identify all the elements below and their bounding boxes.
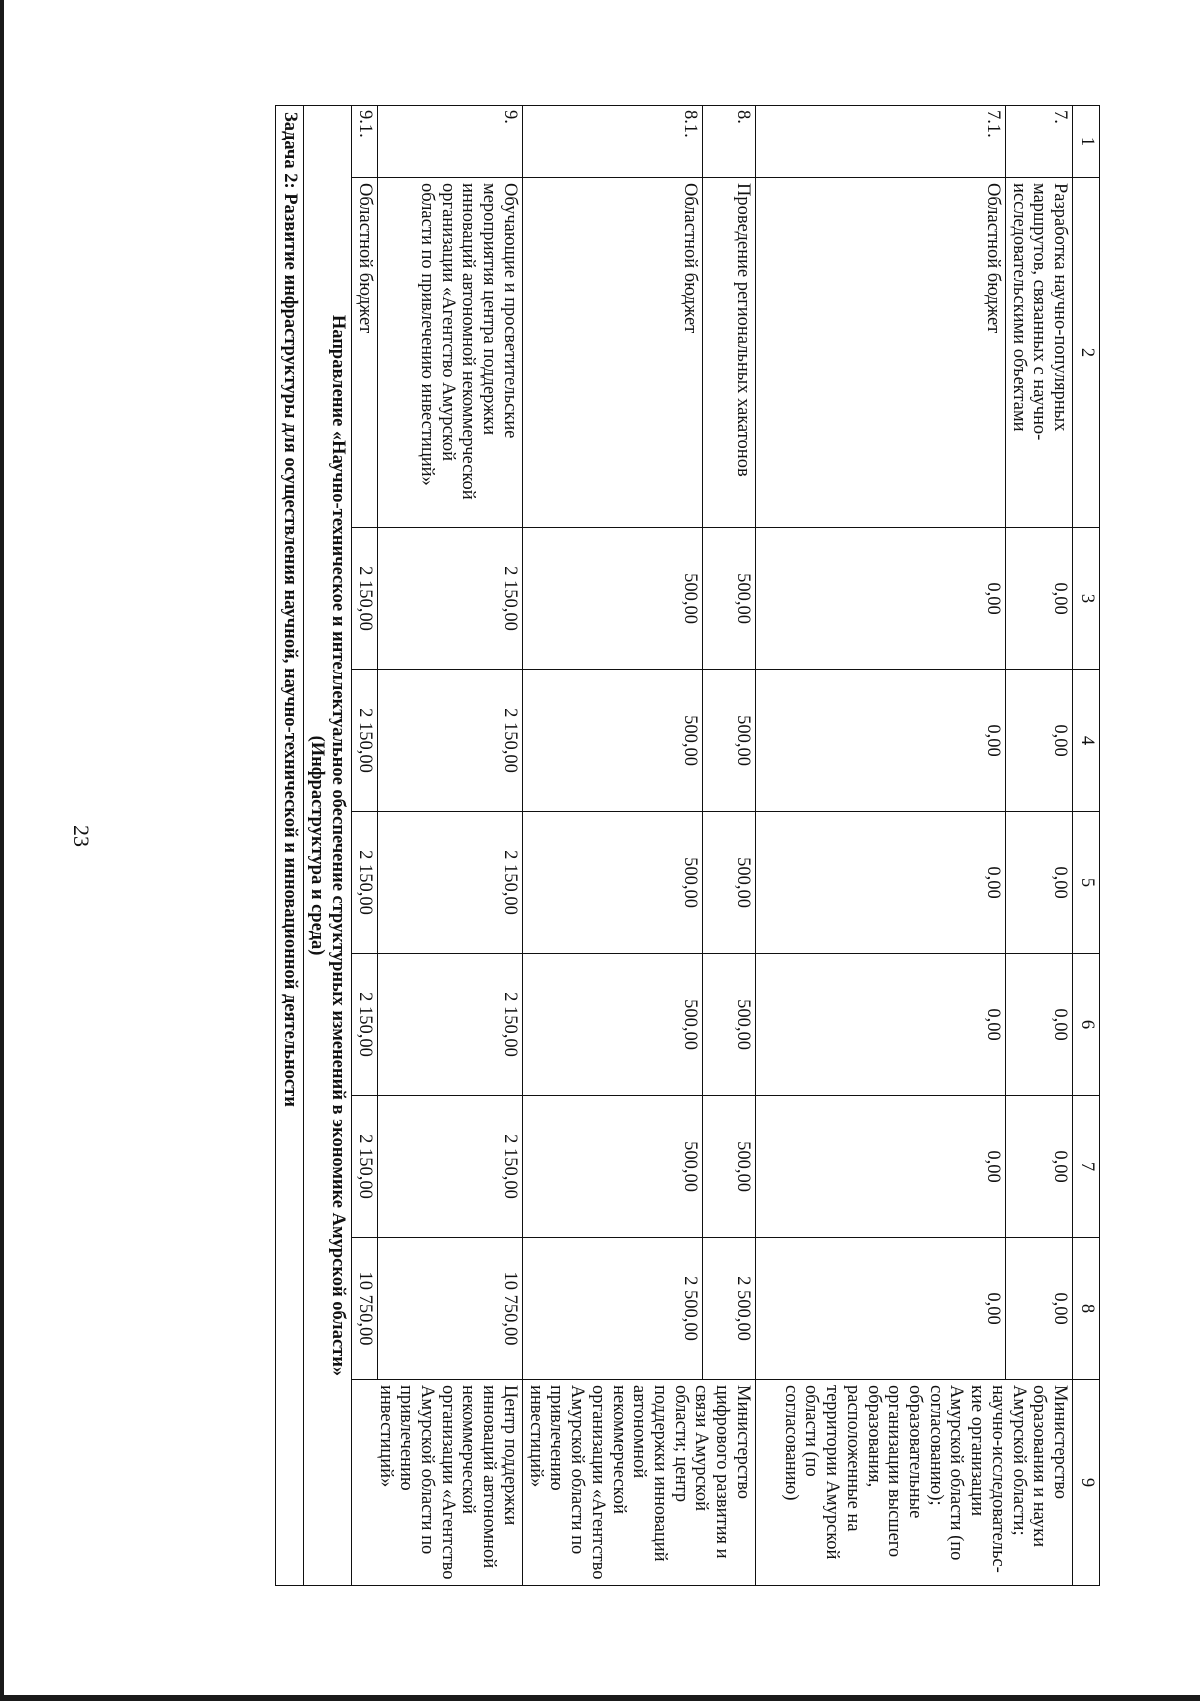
row-number: 9.1.: [352, 106, 378, 178]
rotated-table-container: [180, 105, 1100, 1585]
table-row-7: [1005, 106, 1072, 1586]
table-row-8: [702, 106, 755, 1586]
table-row-9-1: [352, 106, 378, 1586]
header-row: [1073, 106, 1100, 1586]
measure-name: Обучающие и просветительские мероприятия центра поддержки инноваций автономной некоммерческой организации «Агентство Амурской области по привлечению инвестиций»: [377, 178, 522, 528]
direction-subtitle: (Инфраструктура и среда): [307, 735, 328, 956]
value-col-5: 2 150,00: [377, 812, 522, 954]
header-cell-6: 6: [1073, 954, 1100, 1096]
row-number: 7.1.: [755, 106, 1005, 178]
value-col-3: 2 150,00: [352, 528, 378, 670]
value-col-4: 2 150,00: [352, 670, 378, 812]
value-col-8: 2 500,00: [702, 1238, 755, 1380]
table-row-8-1: [522, 106, 702, 1586]
task-heading: Задача 2: Развитие инфраструктуры для осуществления научной, научно-технической и инновационной деятельности: [276, 106, 304, 1586]
measure-name: Областной бюджет: [522, 178, 702, 528]
value-col-7: 2 150,00: [377, 1096, 522, 1238]
direction-title: Направление «Научно-техническое и интеллектуальное обеспечение структурных изменений в экономике Амурской области»: [328, 314, 349, 1377]
row-number: 8.1.: [522, 106, 702, 178]
value-col-5: 500,00: [702, 812, 755, 954]
table-row-9: [377, 106, 522, 1586]
value-col-7: 0,00: [1005, 1096, 1072, 1238]
value-col-6: 2 150,00: [377, 954, 522, 1096]
value-col-3: 500,00: [702, 528, 755, 670]
header-cell-2: 2: [1073, 178, 1100, 528]
value-col-8: 2 500,00: [522, 1238, 702, 1380]
value-col-8: 10 750,00: [377, 1238, 522, 1380]
measure-name: Проведение региональных хакатонов: [702, 178, 755, 528]
value-col-3: 0,00: [755, 528, 1005, 670]
header-cell-5: 5: [1073, 812, 1100, 954]
value-col-7: 0,00: [755, 1096, 1005, 1238]
value-col-3: 0,00: [1005, 528, 1072, 670]
value-col-6: 2 150,00: [352, 954, 378, 1096]
value-col-7: 500,00: [702, 1096, 755, 1238]
value-col-4: 0,00: [755, 670, 1005, 812]
value-col-4: 500,00: [702, 670, 755, 812]
table-row-7-1: [755, 106, 1005, 1586]
value-col-5: 0,00: [1005, 812, 1072, 954]
direction-heading: [303, 106, 351, 1586]
header-cell-9: 9: [1073, 1380, 1100, 1586]
header-cell-1: 1: [1073, 106, 1100, 178]
value-col-6: 0,00: [755, 954, 1005, 1096]
executor-cell: Министерство образования и науки Амурской области; научно-исследовательс-кие организации Амурской области (по согласованию); образовательные организации высшего образования, расположенные на территории Амурской области (по согласованию): [755, 1380, 1072, 1586]
value-col-8: 0,00: [755, 1238, 1005, 1380]
value-col-7: 500,00: [522, 1096, 702, 1238]
scan-left-edge: [0, 0, 4, 1701]
direction-row: [303, 106, 351, 1586]
value-col-8: 0,00: [1005, 1238, 1072, 1380]
value-col-6: 0,00: [1005, 954, 1072, 1096]
value-col-5: 0,00: [755, 812, 1005, 954]
row-number: 8.: [702, 106, 755, 178]
measure-name: Областной бюджет: [352, 178, 378, 528]
executor-cell: Центр поддержки инноваций автономной некоммерческой организации «Агентство Амурской области по привлечению инвестиций»: [352, 1380, 523, 1586]
value-col-3: 2 150,00: [377, 528, 522, 670]
row-number: 7.: [1005, 106, 1072, 178]
value-col-6: 500,00: [522, 954, 702, 1096]
value-col-5: 500,00: [522, 812, 702, 954]
header-cell-3: 3: [1073, 528, 1100, 670]
page-number: 23: [69, 825, 94, 847]
header-cell-8: 8: [1073, 1238, 1100, 1380]
row-number: 9.: [377, 106, 522, 178]
program-table: [275, 105, 1100, 1586]
task-row: [276, 106, 304, 1586]
measure-name: Областной бюджет: [755, 178, 1005, 528]
scan-bottom-edge: [0, 1695, 1200, 1701]
value-col-4: 500,00: [522, 670, 702, 812]
value-col-3: 500,00: [522, 528, 702, 670]
header-cell-7: 7: [1073, 1096, 1100, 1238]
value-col-4: 0,00: [1005, 670, 1072, 812]
measure-name: Разработка научно-популярных маршрутов, связанных с научно-исследовательскими объектами: [1005, 178, 1072, 528]
value-col-6: 500,00: [702, 954, 755, 1096]
header-cell-4: 4: [1073, 670, 1100, 812]
value-col-8: 10 750,00: [352, 1238, 378, 1380]
value-col-5: 2 150,00: [352, 812, 378, 954]
value-col-4: 2 150,00: [377, 670, 522, 812]
executor-cell: Министерство цифрового развития и связи Амурской области; центр поддержки инноваций автономной некоммерческой организации «Агентство Амурской области по привлечению инвестиций»: [522, 1380, 755, 1586]
value-col-7: 2 150,00: [352, 1096, 378, 1238]
